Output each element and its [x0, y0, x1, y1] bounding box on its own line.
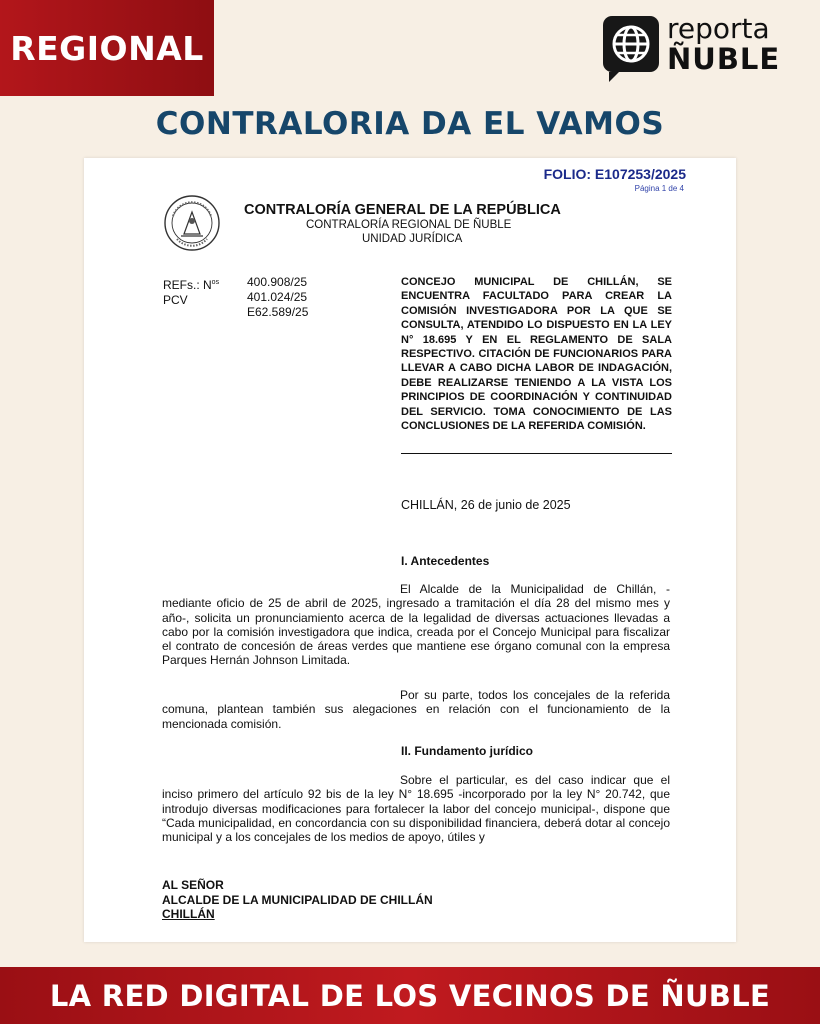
refs-sup: os: [211, 279, 220, 286]
paragraph-2: Por su parte, todos los concejales de la referida comuna, plantean también sus alegaciones en relación con el funcionamiento de la mencionada comisión.: [162, 688, 670, 731]
addressee-block: [162, 878, 433, 922]
paragraph-3: Sobre el particular, es del caso indicar que el inciso primero del artículo 92 bis de la ley N° 18.695 -incorporado por la ley N° 20.742, que introdujo diversas modificaciones para fortalecer la labor del concejo municipal-, dispone que “Cada municipalidad, en concordancia con su disponibilidad financiera, deberá dotar al concejo municipal y a los concejales de los medios de apoyo, útiles y: [162, 773, 670, 845]
regional-badge: [0, 0, 214, 96]
document-summary: CONCEJO MUNICIPAL DE CHILLÁN, SE ENCUENTRA FACULTADO PARA CREAR LA COMISIÓN INVESTIGADORA POR LA QUE SE CONSULTA, ATENDIDO LO DISPUESTO EN LA LEY N° 18.695 Y EN EL REGLAMENTO DE SALA RESPECTIVO. CITACIÓN DE FUNCIONARIOS PARA LLEVAR A CABO DICHA LABOR DE INDAGACIÓN, DEBE REALIZARSE TENIENDO A LA VISTA LOS PRINCIPIOS DE COORDINACIÓN Y CONTINUIDAD DEL SERVICIO. TOMA CONOCIMIENTO DE LAS CONCLUSIONES DE LA REFERIDA COMISIÓN.: [401, 276, 672, 433]
addressee-salutation: AL SEÑOR: [162, 878, 224, 892]
globe-chat-icon: [603, 16, 659, 72]
folio-number: FOLIO: E107253/2025: [543, 166, 686, 182]
document-page: [84, 158, 736, 942]
headline: CONTRALORIA DA EL VAMOS: [155, 106, 665, 142]
footer-banner: [0, 967, 820, 1024]
footer-slogan: LA RED DIGITAL DE LOS VECINOS DE ÑUBLE: [49, 978, 771, 1013]
section-heading-antecedentes: I. Antecedentes: [401, 554, 490, 568]
ref-numbers: [247, 275, 308, 320]
pcv-label: PCV: [163, 293, 188, 307]
ref-number: 400.908/25: [247, 275, 308, 289]
logo-word-nuble: ÑUBLE: [667, 42, 781, 76]
page-indicator: Página 1 de 4: [634, 184, 684, 193]
ref-number: E62.589/25: [247, 305, 309, 319]
addressee-title: ALCALDE DE LA MUNICIPALIDAD DE CHILLÁN: [162, 892, 433, 907]
reporta-nuble-logo: [603, 14, 780, 74]
regional-label: REGIONAL: [10, 28, 204, 68]
contraloria-seal-icon: [163, 194, 221, 252]
ref-number: 401.024/25: [247, 290, 308, 304]
document-date: CHILLÁN, 26 de junio de 2025: [401, 498, 571, 512]
addressee-city: CHILLÁN: [162, 907, 215, 921]
refs-labels: [163, 275, 219, 308]
org-subtitle-unit: UNIDAD JURÍDICA: [362, 233, 463, 245]
org-title: CONTRALORÍA GENERAL DE LA REPÚBLICA: [244, 202, 561, 218]
refs-label: REFs.: N: [163, 278, 212, 292]
org-subtitle-regional: CONTRALORÍA REGIONAL DE ÑUBLE: [306, 219, 512, 231]
paragraph-1: El Alcalde de la Municipalidad de Chillán, -mediante oficio de 25 de abril de 2025, ingresado a tramitación el día 28 del mismo mes y año-, solicita un pronunciamiento acerca de la legalidad de diversas actuaciones llevadas a cabo por la comisión investigadora que indica, creada por el Concejo Municipal para fiscalizar el contrato de concesión de áreas verdes que mantiene ese órgano comunal con la empresa Parques Hernán Johnson Limitada.: [162, 582, 670, 668]
summary-underline: [401, 453, 672, 454]
logo-word-reporta: reporta: [667, 12, 770, 45]
section-heading-fundamento: II. Fundamento jurídico: [401, 744, 533, 758]
